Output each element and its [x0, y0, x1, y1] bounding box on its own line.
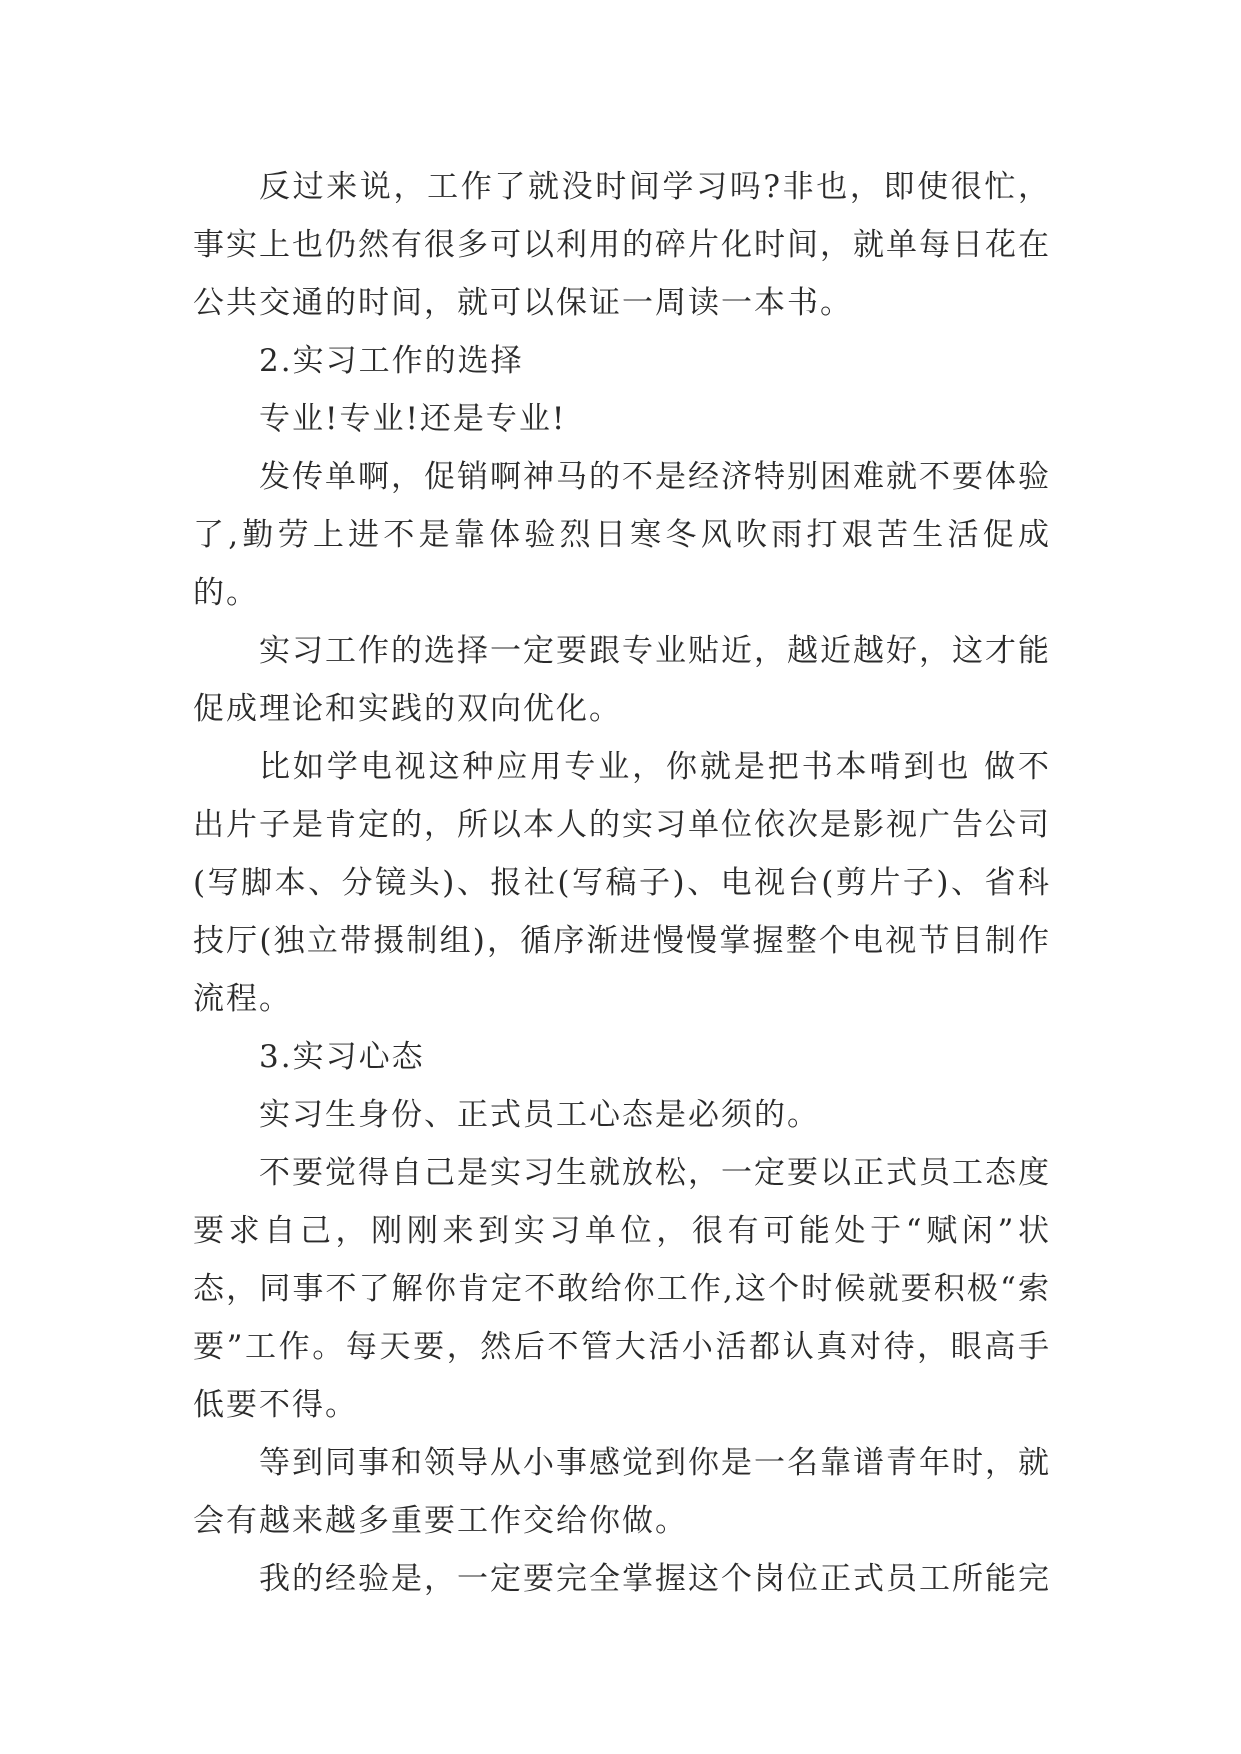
- paragraph: 发传单啊，促销啊神马的不是经济特别困难就不要体验了,勤劳上进不是靠体验烈日寒冬风吹雨打艰苦生活促成的。: [193, 459, 1051, 611]
- paragraph: 不要觉得自己是实习生就放松，一定要以正式员工态度要求自己，刚刚来到实习单位，很有可能处于“赋闲”状态，同事不了解你肯定不敢给你工作,这个时候就要积极“索要”工作。每天要，然后不管大活小活都认真对待，眼高手低要不得。: [193, 1155, 1051, 1423]
- paragraph: 专业!专业!还是专业!: [259, 401, 567, 437]
- section-heading: 2.实习工作的选择: [259, 343, 524, 379]
- paragraph: 实习工作的选择一定要跟专业贴近，越近越好，这才能促成理论和实践的双向优化。: [193, 633, 1051, 727]
- paragraph: 比如学电视这种应用专业，你就是把书本啃到也 做不出片子是肯定的，所以本人的实习单位依次是影视广告公司(写脚本、分镜头)、报社(写稿子)、电视台(剪片子)、省科技厅(独立带摄制组)，循序渐进慢慢掌握整个电视节目制作流程。: [193, 749, 1051, 1017]
- paragraph: 等到同事和领导从小事感觉到你是一名靠谱青年时，就会有越来越多重要工作交给你做。: [193, 1445, 1051, 1539]
- section-heading: 3.实习心态: [259, 1039, 425, 1075]
- paragraph: 实习生身份、正式员工心态是必须的。: [259, 1097, 820, 1133]
- paragraph: 反过来说，工作了就没时间学习吗?非也，即使很忙，事实上也仍然有很多可以利用的碎片化时间，就单每日花在公共交通的时间，就可以保证一周读一本书。: [193, 169, 1051, 321]
- document-body: [193, 158, 1051, 1608]
- paragraph: 我的经验是，一定要完全掌握这个岗位正式员工所能完: [259, 1561, 1051, 1597]
